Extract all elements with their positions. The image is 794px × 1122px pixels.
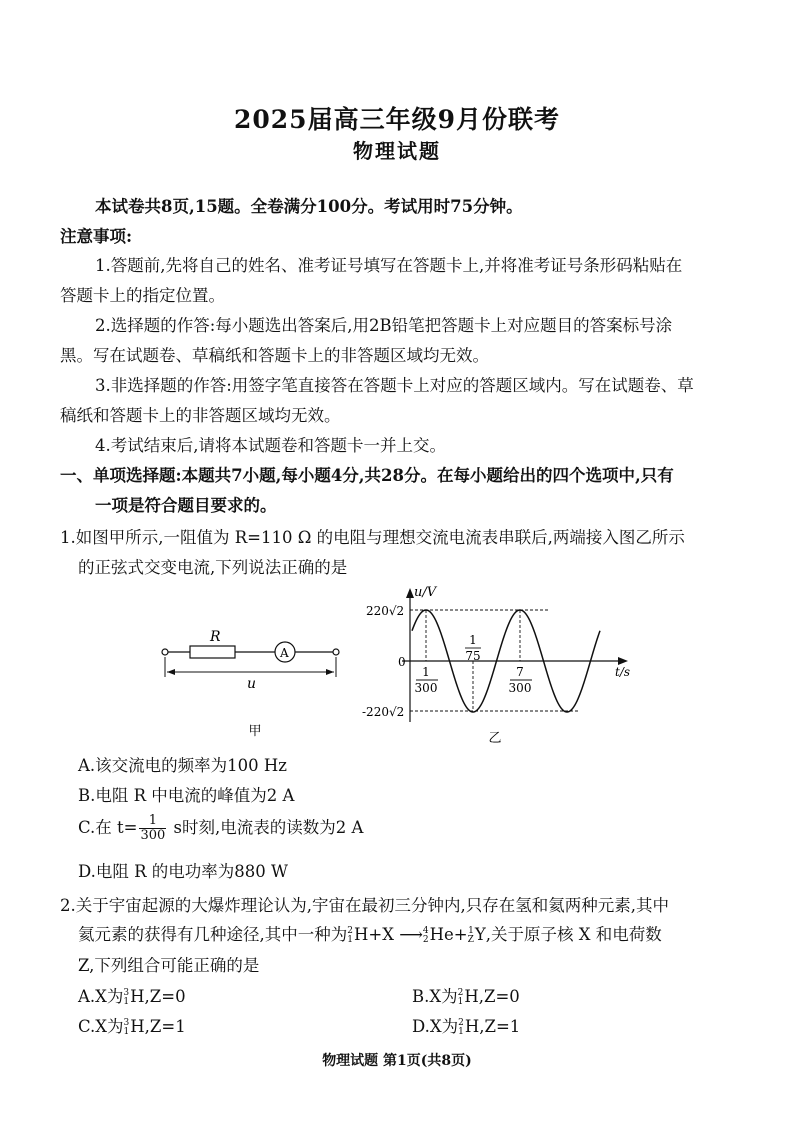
notice-line: 1.答题前,先将自己的姓名、准考证号填写在答题卡上,并将准考证号条形码粘贴在 bbox=[95, 256, 683, 275]
q2-stem-cont: 氦元素的获得有几种途径,其中一种为2 1H+X ⟶4 2He+1 ZY,关于原子核 X 和电荷数 bbox=[78, 925, 662, 945]
tick-1-den: 300 bbox=[414, 681, 438, 695]
figure-yi-caption: 乙 bbox=[488, 731, 502, 746]
ammeter-label: A bbox=[280, 646, 289, 660]
notice-line: 黑。写在试题卷、草稿纸和答题卡上的非答题区域均无效。 bbox=[60, 346, 489, 365]
q2-option-c[interactable]: C.X为3 1H,Z=1 bbox=[78, 1017, 186, 1037]
exam-title: 2025届高三年级9月份联考 bbox=[234, 105, 560, 134]
resistor-label: R bbox=[210, 629, 221, 645]
notice-line: 4.考试结束后,请将本试题卷和答题卡一并上交。 bbox=[95, 436, 446, 455]
voltage-label: u bbox=[247, 676, 257, 692]
page-footer: 物理试题 第1页(共8页) bbox=[322, 1053, 472, 1069]
tick-3-den: 300 bbox=[508, 681, 532, 695]
tick-3-num: 7 bbox=[516, 665, 524, 679]
tick-1-num: 1 bbox=[422, 665, 430, 679]
section-heading-cont: 一项是符合题目要求的。 bbox=[95, 496, 277, 515]
exam-intro: 本试卷共8页,15题。全卷满分100分。考试用时75分钟。 bbox=[95, 197, 523, 216]
y-min-label: -220√2 bbox=[362, 705, 405, 719]
fraction: $\frac{1}{300}$ bbox=[140, 813, 166, 843]
q2-stem-end: Z,下列组合可能正确的是 bbox=[78, 956, 260, 975]
notice-title: 注意事项: bbox=[60, 227, 133, 246]
exam-subtitle: 物理试题 bbox=[353, 139, 441, 163]
q1-option-c[interactable]: C.在 t= $\frac{1}{300}$ s时刻,电流表的读数为2 A bbox=[78, 813, 364, 843]
q2-option-d[interactable]: D.X为2 1H,Z=1 bbox=[412, 1017, 521, 1037]
figure-jia-caption: 甲 bbox=[248, 724, 262, 739]
circuit-diagram bbox=[155, 625, 355, 745]
resistor-symbol bbox=[190, 646, 235, 658]
q1-stem-cont: 的正弦式交变电流,下列说法正确的是 bbox=[78, 558, 348, 577]
q2-option-a[interactable]: A.X为3 1H,Z=0 bbox=[78, 987, 186, 1007]
y-axis-label: u/V bbox=[414, 585, 437, 600]
notice-line: 答题卡上的指定位置。 bbox=[60, 286, 225, 305]
notice-line: 3.非选择题的作答:用签字笔直接答在答题卡上对应的答题区域内。写在试题卷、草 bbox=[95, 376, 694, 395]
origin-label: 0 bbox=[398, 655, 406, 669]
tick-2-num: 1 bbox=[469, 633, 477, 647]
q1-stem: 1.如图甲所示,一阻值为 R=110 Ω 的电阻与理想交流电流表串联后,两端接入图乙所示 bbox=[60, 528, 685, 547]
q2-stem: 2.关于宇宙起源的大爆炸理论认为,宇宙在最初三分钟内,只存在氢和氦两种元素,其中 bbox=[60, 896, 669, 915]
notice-line: 稿纸和答题卡上的非答题区域均无效。 bbox=[60, 406, 341, 425]
section-heading: 一、单项选择题:本题共7小题,每小题4分,共28分。在每小题给出的四个选项中,只有 bbox=[60, 466, 674, 485]
q2-option-b[interactable]: B.X为2 1H,Z=0 bbox=[412, 987, 520, 1007]
x-axis-label: t/s bbox=[615, 665, 631, 679]
tick-2-den: 75 bbox=[465, 649, 481, 663]
q1-option-d[interactable]: D.电阻 R 的电功率为880 W bbox=[78, 862, 288, 881]
q1-option-a[interactable]: A.该交流电的频率为100 Hz bbox=[78, 756, 287, 775]
y-max-label: 220√2 bbox=[366, 604, 405, 618]
q1-option-b[interactable]: B.电阻 R 中电流的峰值为2 A bbox=[78, 786, 295, 805]
notice-line: 2.选择题的作答:每小题选出答案后,用2B铅笔把答题卡上对应题目的答案标号涂 bbox=[95, 316, 673, 335]
voltage-time-graph bbox=[360, 580, 640, 748]
